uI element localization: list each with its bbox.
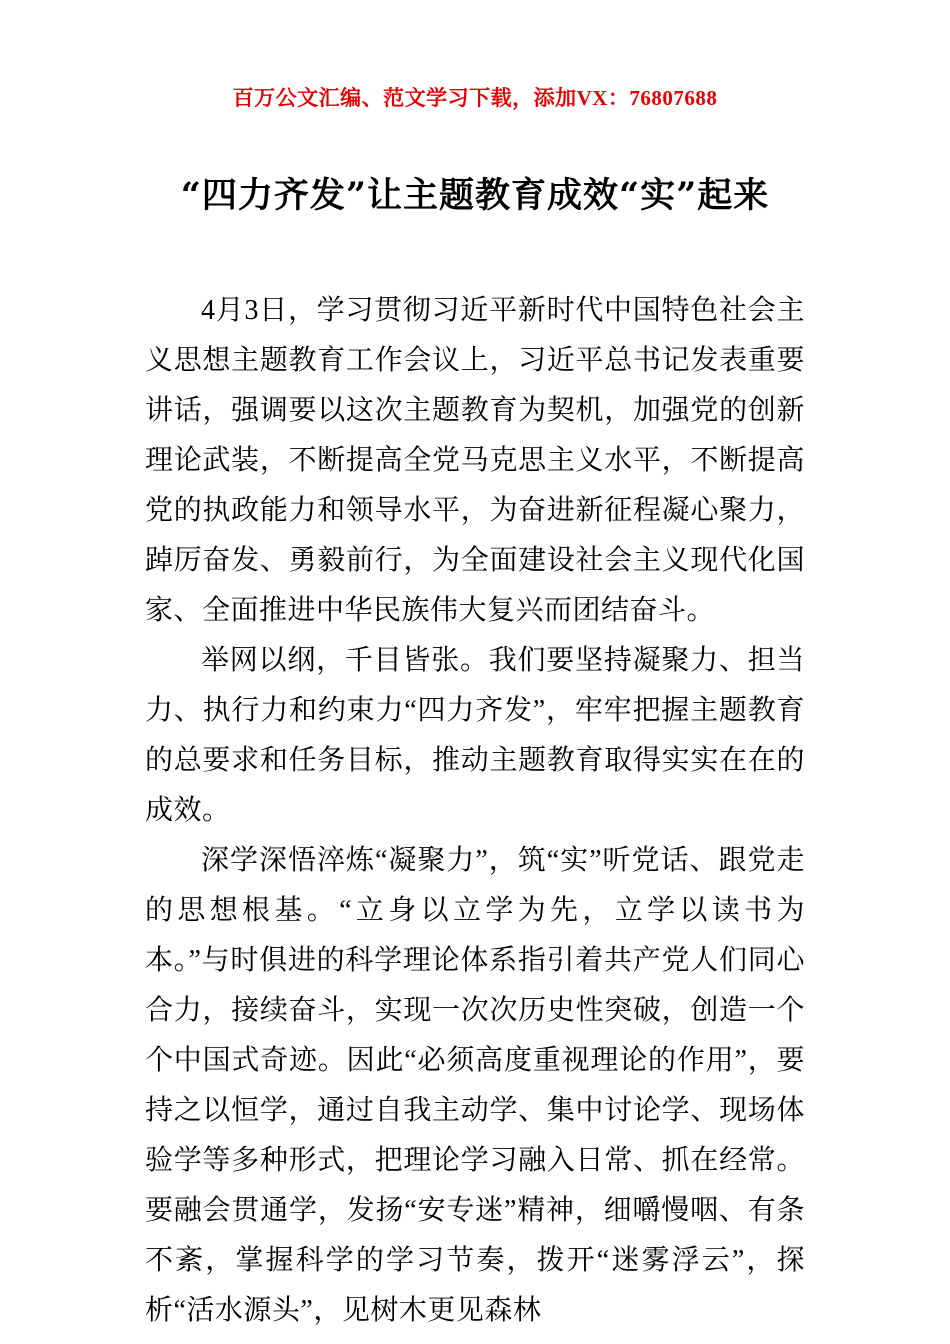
document-body [145, 286, 805, 1336]
promo-header: 百万公文汇编、范文学习下载，添加VX：76807688 [232, 86, 718, 110]
paragraph: 深学深悟淬炼“凝聚力”，筑“实”听党话、跟党走的思想根基。“立身以立学为先，立学以读书为本。”与时俱进的科学理论体系指引着共产党人们同心合力，接续奋斗，实现一次次历史性突破，创造一个个中国式奇迹。因此“必须高度重视理论的作用”，要持之以恒学，通过自我主动学、集中讨论学、现场体验学等多种形式，把理论学习融入日常、抓在经常。要融会贯通学，发扬“安专迷”精神，细嚼慢咽、有条不紊，掌握科学的学习节奏，拨开“迷雾浮云”，探析“活水源头”，见树木更见森林 [145, 844, 805, 1326]
paragraph: 4月3日，学习贯彻习近平新时代中国特色社会主义思想主题教育工作会议上，习近平总书记发表重要讲话，强调要以这次主题教育为契机，加强党的创新理论武装，不断提高全党马克思主义水平，不断提高党的执政能力和领导水平，为奋进新征程凝心聚力，踔厉奋发、勇毅前行，为全面建设社会主义现代化国家、全面推进中华民族伟大复兴而团结奋斗。 [145, 294, 805, 626]
document-title: “四力齐发”让主题教育成效“实”起来 [180, 175, 770, 216]
paragraph: 举网以纲，千目皆张。我们要坚持凝聚力、担当力、执行力和约束力“四力齐发”，牢牢把握主题教育的总要求和任务目标，推动主题教育取得实实在在的成效。 [145, 644, 805, 826]
